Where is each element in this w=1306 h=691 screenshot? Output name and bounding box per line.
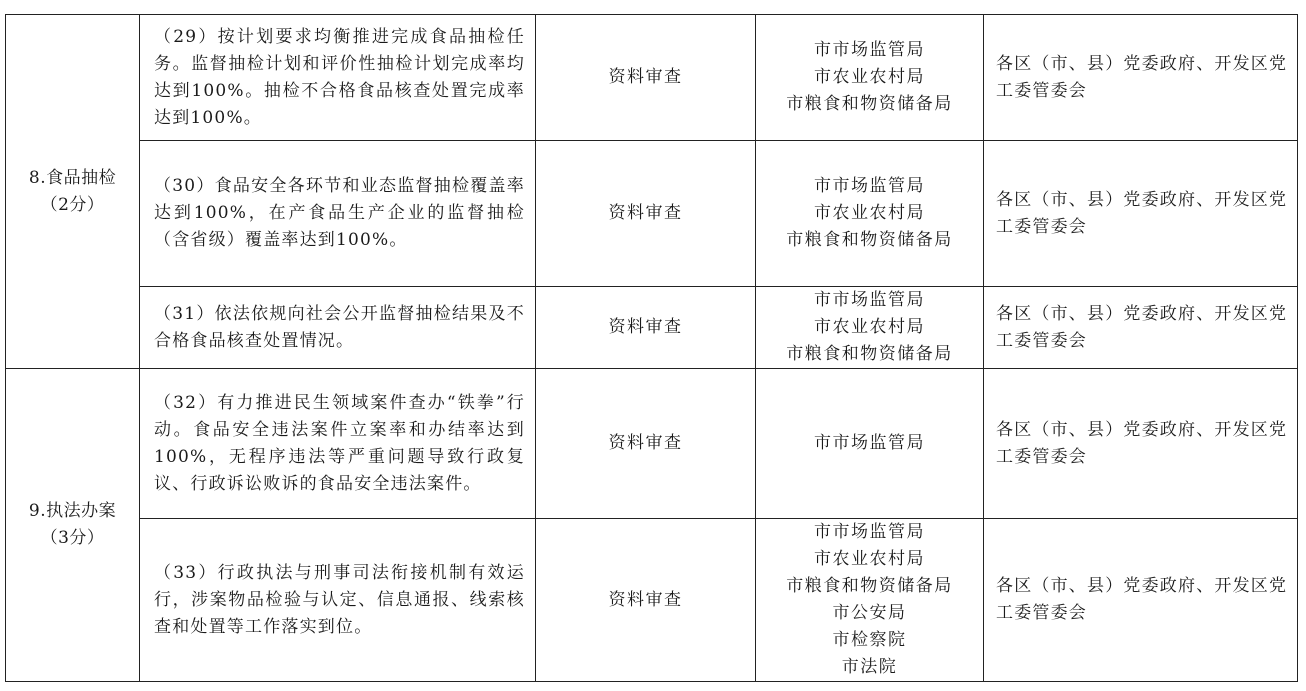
department: 市农业农村局	[814, 549, 925, 569]
item-content: （32）有力推进民生领域案件查办“铁拳”行动。食品安全违法案件立案率和办结率达到100%，无程序违法等严重问题导致行政复议、行政诉讼败诉的食品安全违法案件。	[140, 369, 536, 519]
responsible-units: 各区（市、县）党委政府、开发区党工委管委会	[984, 15, 1298, 141]
item-content: （30）食品安全各环节和业态监督抽检覆盖率达到100%，在产食品生产企业的监督抽检（含省级）覆盖率达到100%。	[140, 141, 536, 287]
review-method: 资料审查	[536, 15, 756, 141]
lead-departments	[756, 519, 984, 682]
lead-departments	[756, 369, 984, 519]
department: 市市场监管局	[814, 40, 925, 60]
table-row	[6, 287, 1298, 369]
table-row	[6, 369, 1298, 519]
table-row	[6, 519, 1298, 682]
responsible-units: 各区（市、县）党委政府、开发区党工委管委会	[984, 287, 1298, 369]
responsible-units: 各区（市、县）党委政府、开发区党工委管委会	[984, 519, 1298, 682]
item-content: （33）行政执法与刑事司法衔接机制有效运行，涉案物品检验与认定、信息通报、线索核查和处置等工作落实到位。	[140, 519, 536, 682]
department: 市粮食和物资储备局	[786, 230, 953, 250]
category-cell	[6, 15, 140, 369]
review-method: 资料审查	[536, 287, 756, 369]
category-cell	[6, 369, 140, 682]
department: 市农业农村局	[814, 67, 925, 87]
department: 市法院	[841, 657, 898, 677]
category-score: （3分）	[40, 528, 105, 548]
item-content: （31）依法依规向社会公开监督抽检结果及不合格食品核查处置情况。	[140, 287, 536, 369]
lead-departments	[756, 15, 984, 141]
category-name: 8.食品抽检	[28, 167, 117, 188]
category-name: 9.执法办案	[28, 501, 117, 521]
lead-departments	[756, 141, 984, 287]
evaluation-table	[5, 14, 1298, 682]
department: 市市场监管局	[814, 290, 925, 310]
department: 市公安局	[832, 603, 907, 623]
review-method: 资料审查	[536, 141, 756, 287]
category-score: （2分）	[40, 194, 105, 215]
lead-departments	[756, 287, 984, 369]
responsible-units: 各区（市、县）党委政府、开发区党工委管委会	[984, 141, 1298, 287]
department: 市市场监管局	[814, 176, 925, 196]
review-method: 资料审查	[536, 519, 756, 682]
department: 市粮食和物资储备局	[786, 344, 953, 364]
department: 市粮食和物资储备局	[786, 576, 953, 596]
department: 市市场监管局	[814, 433, 925, 453]
department: 市检察院	[832, 630, 907, 650]
department: 市农业农村局	[814, 203, 925, 223]
department: 市市场监管局	[814, 522, 925, 542]
review-method: 资料审查	[536, 369, 756, 519]
department: 市粮食和物资储备局	[786, 94, 953, 114]
item-content: （29）按计划要求均衡推进完成食品抽检任务。监督抽检计划和评价性抽检计划完成率均达到100%。抽检不合格食品核查处置完成率达到100%。	[140, 15, 536, 141]
table-row	[6, 15, 1298, 141]
department: 市农业农村局	[814, 317, 925, 337]
responsible-units: 各区（市、县）党委政府、开发区党工委管委会	[984, 369, 1298, 519]
table-row	[6, 141, 1298, 287]
